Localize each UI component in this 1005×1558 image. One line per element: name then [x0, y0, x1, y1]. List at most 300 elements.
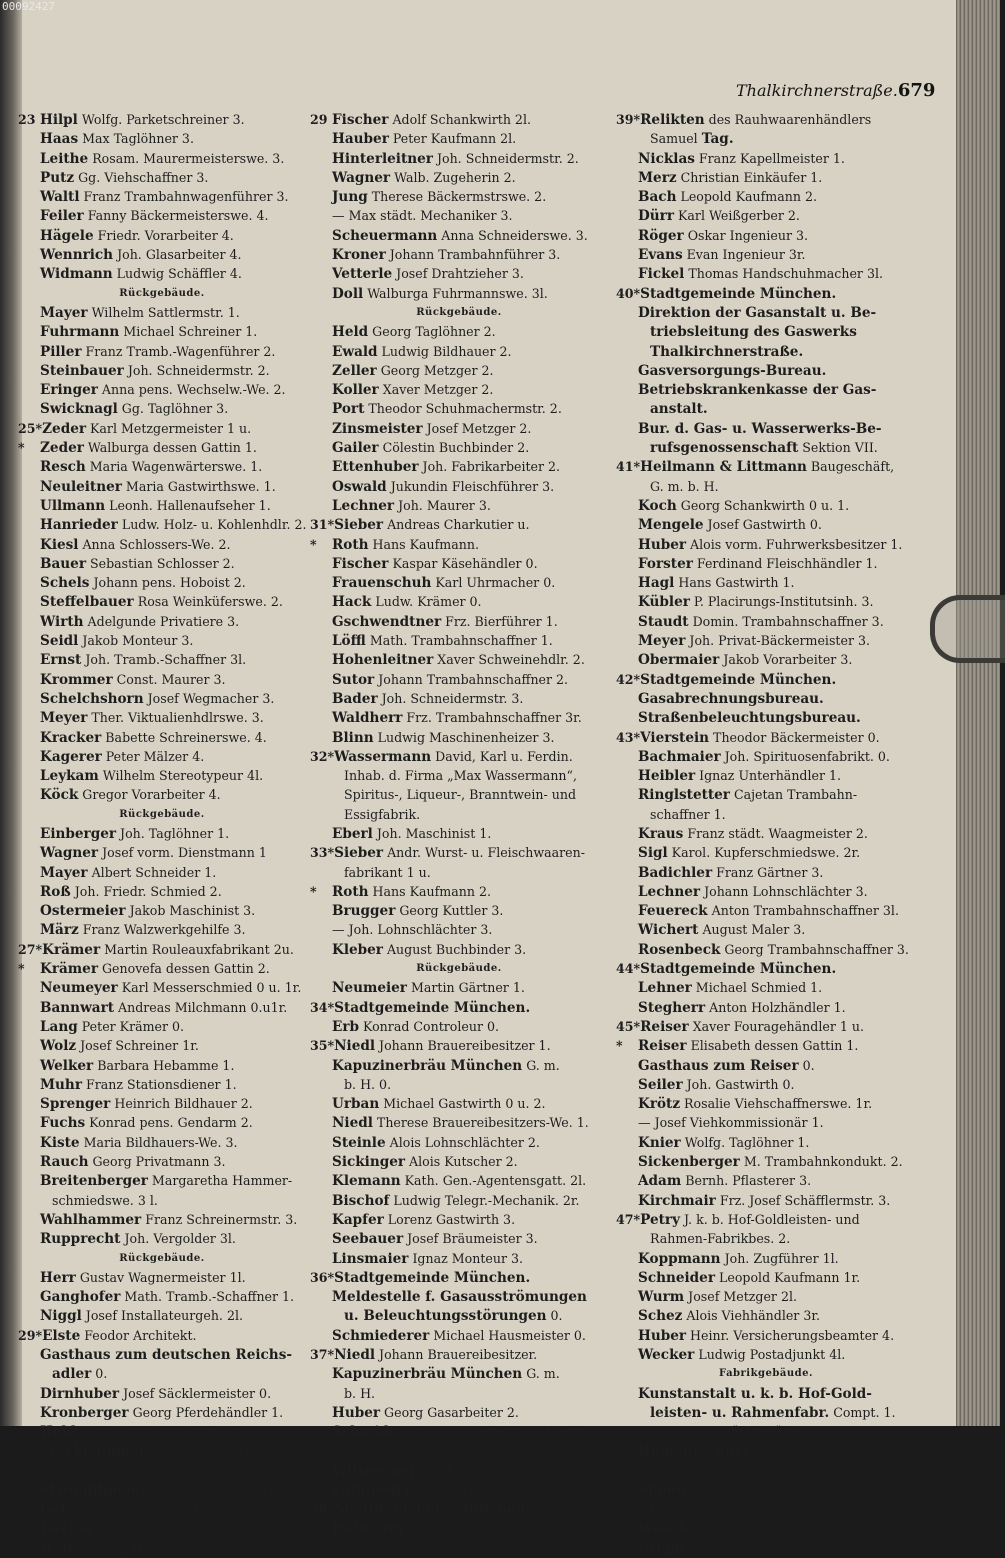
resident-details: Xaver Fouragehändler 1 u. — [688, 1018, 864, 1034]
resident-details: Josef Gastwirth 0. — [703, 517, 822, 533]
resident-details: Leopold Kaufmann 2. — [676, 189, 817, 205]
resident-name: Fuchs — [40, 1115, 86, 1132]
resident-details: Walb. Zugeherin 2. — [390, 169, 516, 185]
house-number: 23 — [18, 112, 36, 127]
resident-name: Gschwendtner — [332, 613, 442, 630]
resident-name: Wirth — [40, 613, 84, 630]
directory-entry — [310, 1326, 608, 1345]
resident-name: Gropp — [638, 1539, 685, 1556]
resident-details: Ignaz Monteur 3. — [408, 1250, 523, 1266]
directory-entry — [18, 168, 306, 187]
resident-name: Schels — [40, 575, 90, 592]
resident-name: Kagerer — [40, 748, 102, 765]
resident-details: Peter Krämer 0. — [77, 1018, 185, 1034]
resident-details: Alois vorm. Fuhrwerksbesitzer 1. — [686, 536, 903, 552]
house-number: 43* — [616, 729, 641, 745]
directory-entry — [616, 226, 916, 245]
directory-entry — [18, 1268, 306, 1287]
directory-entry — [616, 1306, 916, 1325]
resident-name: anstalt. — [650, 401, 708, 418]
directory-entry — [310, 1480, 608, 1499]
resident-name: Muhr — [40, 1076, 82, 1093]
resident-name: Widmann — [40, 266, 113, 283]
directory-entry — [18, 477, 306, 496]
resident-name: Meldestelle f. Gasausströmungen — [332, 1289, 587, 1306]
directory-entry — [18, 1384, 306, 1403]
resident-details: Georg Kuttler 3. — [395, 903, 504, 919]
directory-entry — [310, 592, 608, 611]
resident-name: Kapuzinerbräu München — [332, 1057, 523, 1074]
resident-name: Feiler — [40, 208, 84, 225]
resident-name: Sieber — [334, 517, 384, 534]
house-number: 39* — [616, 112, 641, 127]
directory-entry — [616, 303, 916, 322]
resident-details: Therese Bäckermstrswe. 2. — [367, 189, 547, 205]
column-1 — [18, 110, 306, 1557]
resident-details: Feodor Architekt. — [80, 1327, 197, 1343]
directory-entry — [310, 901, 608, 920]
resident-name: Sickinger — [332, 1154, 406, 1171]
section-heading: Rückgebäude. — [119, 287, 205, 299]
entry-continuation — [18, 1364, 306, 1383]
resident-name: Port — [332, 401, 365, 418]
resident-name: Urban — [332, 1096, 380, 1113]
resident-details: Karol. Kupferschmiedswe. 2r. — [667, 845, 861, 861]
resident-name: Krötz — [638, 1096, 681, 1113]
entry-continuation — [616, 438, 916, 457]
directory-entry — [18, 728, 306, 747]
resident-name: Eringer — [40, 382, 98, 399]
resident-name: Evans — [638, 247, 683, 264]
directory-entry — [18, 399, 306, 418]
directory-entry — [18, 554, 306, 573]
resident-name: Zeller — [332, 362, 377, 379]
entry-continuation — [616, 477, 916, 496]
column-3 — [616, 110, 916, 1557]
resident-name: Stockhammer — [40, 1443, 147, 1460]
directory-entry — [616, 785, 916, 804]
resident-details: Friedr. Vorarbeiter 4. — [93, 227, 234, 243]
resident-details: Joh. Zugführer 1l. — [720, 1250, 839, 1266]
resident-details: Ferdinand Fleischhändler 1. — [692, 555, 878, 571]
resident-name: Wagner — [332, 169, 391, 186]
resident-details: Essigfabrik. — [344, 806, 421, 822]
directory-entry — [616, 708, 916, 727]
resident-name: Reiser — [640, 1018, 689, 1035]
resident-details: Joh. Taglöhner 1. — [116, 825, 230, 841]
resident-name: Mayer — [40, 864, 88, 881]
directory-entry — [616, 920, 916, 939]
resident-details: Joh. Privat-Bäckermeister 3. — [685, 633, 870, 649]
resident-details: 0. — [546, 1308, 563, 1324]
resident-details: Josef Bräumeister 3. — [403, 1231, 538, 1247]
directory-entry — [18, 1075, 306, 1094]
resident-details: G. m. — [522, 1057, 560, 1073]
resident-details: Andreas Charkutier u. — [383, 517, 530, 533]
resident-name: Hack — [332, 594, 372, 611]
resident-name: Ringlstetter — [638, 787, 730, 804]
resident-name: Ostermeier — [40, 903, 126, 920]
resident-details: Ludwig Handschuhmacher 2. — [76, 1539, 269, 1555]
resident-details: Inhab. d. Firma „Max Wassermann“, — [344, 768, 577, 784]
resident-name: Steinle — [332, 1134, 386, 1151]
directory-entry — [310, 187, 608, 206]
resident-details: August Maler 3. — [698, 922, 806, 938]
resident-name: Wagner — [40, 845, 99, 862]
resident-name: Ganghofer — [40, 1289, 121, 1306]
resident-name: Huber — [638, 536, 687, 553]
resident-name: Roth — [332, 536, 369, 553]
directory-entry — [18, 998, 306, 1017]
directory-entry — [310, 1422, 608, 1441]
resident-name: Koch — [638, 497, 677, 514]
resident-name: u. Beleuchtungsstörungen — [344, 1308, 547, 1325]
resident-name: Kiste — [40, 1134, 80, 1151]
resident-name: Heigenlechner — [638, 1443, 751, 1460]
resident-details: Andreas Milchmann 0.u1r. — [114, 999, 288, 1015]
resident-name: Kraus — [638, 825, 684, 842]
resident-details: Georg Privatmann 3. — [88, 1154, 226, 1170]
resident-details: Karl Weißgerber 2. — [674, 208, 800, 224]
resident-details: Math. Trambahnschaffner 1. — [365, 633, 553, 649]
resident-name: Oswald — [332, 478, 387, 495]
resident-details: Johann Trambahnführer 3. — [385, 247, 561, 263]
resident-details: Frz. Bierführer 1. — [441, 613, 558, 629]
directory-entry — [310, 284, 608, 303]
resident-name: Sickenberger — [638, 1154, 740, 1171]
directory-entry — [616, 554, 916, 573]
resident-name: Gasthaus zum Reiser — [638, 1057, 799, 1074]
house-number: 41* — [616, 459, 641, 475]
resident-details: Karl Metzgermeister 1 u. — [86, 420, 252, 436]
directory-entry — [18, 670, 306, 689]
resident-details: Samuel — [650, 131, 702, 147]
directory-entry — [616, 264, 916, 283]
resident-details: Margaretha Hammer- — [147, 1173, 293, 1189]
resident-details: Cölestin Buchbinder 2. — [378, 440, 530, 456]
resident-details: Genovefa dessen Gattin 2. — [97, 961, 270, 977]
resident-details: Johann Trambahnschaffner 2. — [374, 671, 569, 687]
resident-details: M. Trambahnkondukt. 2. — [739, 1154, 903, 1170]
directory-entry — [18, 419, 306, 438]
resident-name: Zeder — [42, 420, 87, 437]
directory-entry — [310, 1519, 608, 1538]
resident-name: Bach — [638, 189, 677, 206]
resident-details: Maria Bildhauers-We. 3. — [79, 1134, 238, 1150]
resident-details: Josef Metzger 2l. — [684, 1289, 797, 1305]
resident-name: Mengele — [638, 517, 704, 534]
resident-name: Koppmann — [638, 1250, 721, 1267]
section-heading: Rückgebäude. — [416, 963, 502, 975]
resident-details: Hans Kaufmann 2. — [368, 883, 491, 899]
resident-details: Joh. Dienstmann 1. — [146, 1482, 273, 1498]
resident-details: Joh. Friedr. Schmied 2. — [70, 883, 222, 899]
resident-name: Wahlhammer — [40, 1211, 142, 1228]
directory-entry — [616, 1056, 916, 1075]
resident-details: Georg Pferdehändler 1. — [128, 1404, 284, 1420]
resident-details: Leonh. Hallenaufseher 1. — [105, 497, 271, 513]
resident-name: Mayer — [40, 304, 88, 321]
resident-details: — Joh. Lohnschlächter 3. — [332, 922, 493, 938]
house-number: 38* — [310, 1501, 335, 1517]
resident-details: Josef Kaufmann 1. — [750, 1443, 871, 1459]
resident-details: August Buchbinder 3. — [382, 941, 527, 957]
resident-details: Walburga Fuhrmannswe. 3l. — [363, 285, 548, 301]
resident-name: Held — [332, 324, 369, 341]
directory-entry — [18, 1171, 306, 1190]
resident-name: Dirnhuber — [40, 1385, 120, 1402]
resident-details: Michael Gastwirth 0 u. 2. — [379, 1096, 546, 1112]
directory-entry — [310, 1461, 608, 1480]
directory-entry — [616, 728, 916, 747]
resident-details: Ludwig Bildhauer 2. — [377, 343, 512, 359]
resident-name: Held — [40, 1424, 77, 1441]
resident-name: Hohenleitner — [332, 652, 434, 669]
house-number: 40* — [616, 285, 641, 301]
resident-name: Sieber — [334, 845, 384, 862]
directory-entry — [310, 612, 608, 631]
directory-entry — [616, 612, 916, 631]
resident-name: Kroner — [332, 247, 386, 264]
resident-details: Xaver Werkmeister 3. — [688, 1520, 831, 1536]
entry-continuation — [616, 342, 916, 361]
directory-entry — [616, 1210, 916, 1229]
resident-details: Frz. Trambahnschaffner 3r. — [402, 710, 582, 726]
directory-entry — [616, 168, 916, 187]
resident-details: Oskar Ingenieur 3. — [683, 227, 808, 243]
resident-name: Hinterleitner — [332, 150, 433, 167]
resident-name: Stadtgemeinde München. — [640, 285, 837, 302]
resident-name: Merz — [638, 169, 677, 186]
resident-details: Theodor Bäckermeister 0. — [709, 729, 880, 745]
resident-details: Domin. Trambahnschaffner 3. — [688, 613, 884, 629]
resident-name: Staudt — [638, 613, 689, 630]
resident-name: Leykam — [40, 768, 99, 785]
resident-details: Joh. Schneidermstr. 2. — [432, 150, 579, 166]
resident-details: Barbara Hebamme 1. — [93, 1057, 235, 1073]
resident-name: Seiler — [638, 1076, 683, 1093]
resident-details: — Max städt. Mechaniker 3. — [332, 208, 513, 224]
directory-entry — [18, 940, 306, 959]
entry-continuation — [310, 1441, 608, 1460]
resident-details: hauermeister 1. — [650, 1501, 752, 1517]
resident-name: Frauenschuh — [332, 575, 432, 592]
resident-details: Alois Kutscher 2. — [405, 1154, 518, 1170]
resident-details: Adelgunde Privatiere 3. — [83, 613, 240, 629]
resident-name: Straßenbeleuchtungsbureau. — [638, 710, 861, 727]
directory-entry — [616, 187, 916, 206]
resident-name: Einberger — [40, 825, 117, 842]
directory-entry — [616, 1171, 916, 1190]
resident-name: Welker — [40, 1057, 94, 1074]
entry-continuation — [616, 129, 916, 148]
house-number: 45* — [616, 1018, 641, 1034]
resident-name: Hilpl — [40, 112, 78, 128]
resident-details: Georg Trambahnschaffner 3. — [720, 941, 909, 957]
directory-entry — [616, 1480, 916, 1499]
resident-details: Wolfg. Taglöhner 1. — [680, 1134, 810, 1150]
resident-name: Huber — [638, 1327, 687, 1344]
directory-entry — [18, 689, 306, 708]
resident-name: Köck — [40, 787, 79, 804]
directory-entry — [616, 1036, 916, 1055]
resident-details: 0. — [91, 1366, 108, 1382]
page-fore-edge — [956, 0, 1000, 1426]
directory-entry — [616, 824, 916, 843]
resident-details: Georg Metzger 2. — [376, 362, 494, 378]
resident-name: Obermaier — [638, 652, 720, 669]
resident-details: Wolfg. Parketschreiner 3. — [77, 112, 245, 127]
resident-details: Georg Taglöhner 2. — [368, 324, 496, 340]
resident-details: Math. Tramb.-Schaffner 1. — [120, 1289, 295, 1305]
directory-entry — [18, 515, 306, 534]
directory-entry — [310, 535, 608, 554]
resident-name: Stadtgemeinde München. — [640, 671, 837, 688]
entry-continuation — [616, 805, 916, 824]
house-number: * — [616, 1038, 623, 1054]
directory-entry — [616, 901, 916, 920]
resident-name: Heibler — [638, 768, 696, 785]
resident-details: Franz Messerschmied u. Feilen- — [686, 1482, 895, 1498]
resident-name: Vetterle — [332, 266, 393, 283]
directory-entry — [310, 1056, 608, 1075]
resident-name: Niggl — [40, 1308, 82, 1325]
directory-entry — [616, 245, 916, 264]
resident-name: Relikten — [640, 112, 705, 128]
resident-name: adler — [52, 1366, 92, 1383]
entry-continuation — [310, 766, 608, 785]
resident-name: Elste — [42, 1327, 81, 1344]
resident-details: Sektion VII. — [798, 440, 878, 456]
directory-entry — [18, 322, 306, 341]
resident-details: Johann Schlosser 1. — [73, 1501, 204, 1517]
resident-details: Michael Schmied 1. — [691, 980, 823, 996]
resident-name: Thalkirchnerstraße. — [650, 343, 804, 360]
resident-name: Haas — [40, 131, 79, 148]
resident-name: Kapfer — [332, 1211, 384, 1228]
entry-continuation — [310, 1306, 608, 1325]
resident-name: Petry — [640, 1211, 680, 1228]
directory-entry — [18, 1133, 306, 1152]
resident-details: Ludw. Krämer 0. — [371, 594, 482, 610]
directory-entry — [18, 457, 306, 476]
resident-details: des Rauhwaarenhändlers — [704, 112, 872, 127]
directory-entry — [310, 1210, 608, 1229]
resident-name: Bischof — [332, 1192, 390, 1209]
resident-name: Gailer — [332, 440, 379, 457]
directory-entry — [310, 1287, 608, 1306]
house-number: 31* — [310, 517, 335, 533]
directory-entry — [616, 766, 916, 785]
resident-details: Johann Brauereibesitzer. — [375, 1347, 538, 1362]
directory-entry — [310, 380, 608, 399]
resident-details: Ignaz Unterhändler 1. — [695, 768, 842, 784]
entry-continuation — [616, 1403, 916, 1422]
directory-entry — [18, 766, 306, 785]
house-number: 36* — [310, 1269, 335, 1285]
resident-details: Franz Gärtner 3. — [712, 864, 824, 880]
resident-details: Josef Metzger 2. — [422, 420, 532, 436]
directory-entry — [616, 1538, 916, 1557]
resident-details: Lorenz Gastwirth 3. — [383, 1211, 516, 1227]
directory-entry — [310, 419, 608, 438]
resident-details: Jakob Maschinist 3. — [125, 903, 256, 919]
resident-name: triebsleitung des Gaswerks — [650, 324, 857, 341]
resident-details: Kath. Konduktcurswe. 3r. — [684, 1539, 852, 1555]
house-number: 33* — [310, 845, 335, 861]
resident-name: Bäcker — [40, 1520, 94, 1537]
resident-name: Röger — [638, 227, 684, 244]
resident-name: Herr — [40, 1269, 76, 1286]
resident-name: Dürr — [638, 208, 674, 225]
directory-entry — [18, 361, 306, 380]
resident-details: Wilhelm Stereotypeur 4l. — [98, 768, 264, 784]
resident-details: Kaspar Käsehändler 0. — [388, 555, 538, 571]
resident-details: Hans Gastwirth 1. — [674, 575, 795, 591]
resident-details: Jos. Lagerhausarb. 2. — [400, 1482, 542, 1498]
resident-name: Hauber — [332, 131, 389, 148]
directory-entry — [310, 1249, 608, 1268]
directory-entry — [616, 535, 916, 554]
resident-details: Hans Kaufmann. — [368, 536, 479, 552]
resident-details: Spiritus-, Liqueur-, Branntwein- und — [344, 787, 577, 803]
resident-name: Löffl — [332, 633, 366, 650]
resident-details: Karl Uhrmacher 0. — [431, 575, 556, 591]
resident-name: Sigl — [638, 845, 668, 862]
resident-details: — Rosa Corsettenmacherin 1. — [40, 1462, 231, 1478]
resident-name: Knier — [638, 1134, 681, 1151]
resident-name: Niedl — [334, 1347, 376, 1363]
resident-details: Xaver Schweinehdlr. 2. — [433, 652, 585, 668]
resident-details: Franz Walzwerkgehilfe 3. — [78, 922, 246, 938]
entry-continuation — [310, 206, 608, 225]
directory-entry — [18, 1403, 306, 1422]
resident-details: Jakob Vorarbeiter 3. — [719, 652, 853, 668]
directory-entry — [18, 1036, 306, 1055]
directory-entry — [616, 863, 916, 882]
directory-entry — [18, 187, 306, 206]
section-heading: Rückgebäude. — [723, 1426, 809, 1438]
directory-entry — [310, 110, 608, 129]
resident-name: Kleber — [332, 941, 383, 958]
resident-name: Hafe — [40, 1539, 77, 1556]
resident-details: Maria Gastwirthswe. 1. — [121, 478, 276, 494]
resident-name: Stadtgemeinde München. — [334, 999, 531, 1016]
resident-name: Waldherr — [332, 710, 403, 727]
directory-entry — [18, 1499, 306, 1518]
resident-details: Johann Brauereibesitzer 1. — [375, 1038, 551, 1054]
resident-name: Kracker — [40, 729, 102, 746]
section-heading: Rückgebäude. — [416, 306, 502, 318]
directory-entry — [18, 612, 306, 631]
resident-details: Max Taglöhner 3. — [78, 131, 194, 147]
directory-entry — [18, 1056, 306, 1075]
resident-name: Hägele — [40, 227, 94, 244]
resident-name: Wichert — [638, 922, 699, 939]
resident-details: Peter Kaufmann 2l. — [388, 131, 517, 147]
resident-details: Alois Viehhändler 3r. — [682, 1308, 820, 1324]
resident-details: P. Placirungs-Institutsinh. 3. — [689, 594, 874, 610]
entry-continuation — [310, 805, 608, 824]
resident-name: Waltl — [40, 189, 80, 206]
directory-entry — [310, 573, 608, 592]
resident-name: leisten- u. Rahmenfabr. — [650, 1404, 830, 1421]
resident-name: Kirchmair — [638, 1192, 716, 1209]
resident-details: Kath. Gen.-Agentensgatt. 2l. — [400, 1173, 587, 1189]
directory-entry — [616, 361, 916, 380]
entry-continuation — [310, 785, 608, 804]
resident-details: Frz. Josef Schäfflermstr. 3. — [715, 1192, 891, 1208]
